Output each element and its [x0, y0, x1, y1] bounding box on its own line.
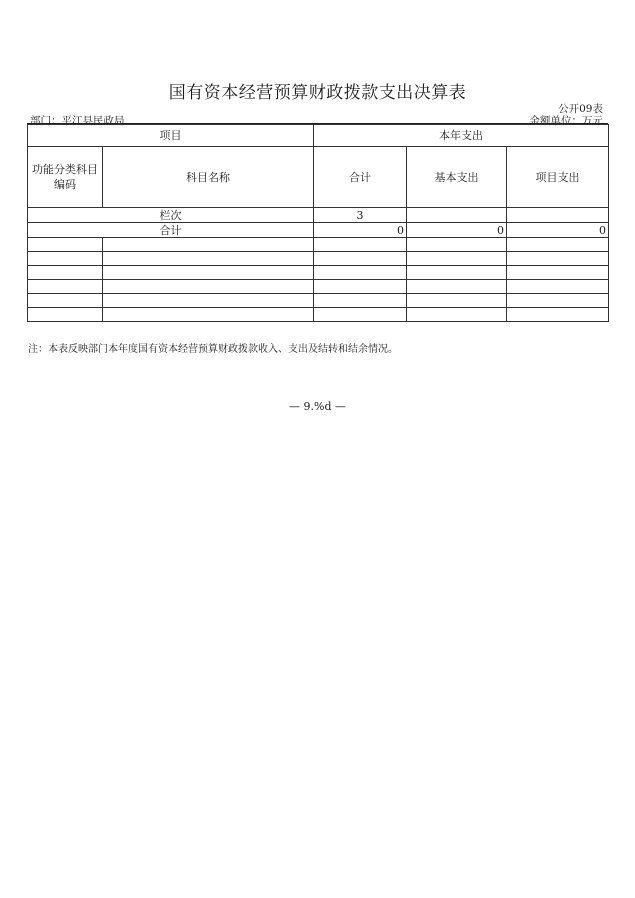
lanci-label: 栏次 [28, 208, 314, 223]
amount-unit: 金额单位：万元 [529, 115, 603, 127]
col-header-code: 功能分类科目编码 [28, 147, 103, 208]
report-title: 国有资本经营预算财政拨款支出决算表 [168, 83, 467, 103]
total-value-project: 0 [507, 223, 609, 238]
total-value-total: 0 [314, 223, 407, 238]
header-project: 项目 [28, 125, 314, 147]
department-label: 部门：平江县民政局 [30, 115, 125, 127]
page-number: — 9.%d — [289, 400, 346, 413]
table-row [28, 252, 609, 266]
col-header-name: 科目名称 [103, 147, 314, 208]
table-row [28, 280, 609, 294]
table-row [28, 238, 609, 252]
total-value-basic: 0 [407, 223, 507, 238]
header-current-year: 本年支出 [314, 125, 609, 147]
table-row [28, 308, 609, 322]
expenditure-table [27, 124, 609, 322]
form-code: 公开09表 [558, 103, 603, 115]
col-header-total: 合计 [314, 147, 407, 208]
col-header-project: 项目支出 [507, 147, 609, 208]
table-note: 注：本表反映部门本年度国有资本经营预算财政拨款收入、支出及结转和结余情况。 [28, 344, 398, 355]
table-row [28, 294, 609, 308]
lanci-project [507, 208, 609, 223]
table-row [28, 266, 609, 280]
total-label: 合计 [28, 223, 314, 238]
lanci-total: 3 [314, 208, 407, 223]
col-header-basic: 基本支出 [407, 147, 507, 208]
lanci-basic [407, 208, 507, 223]
